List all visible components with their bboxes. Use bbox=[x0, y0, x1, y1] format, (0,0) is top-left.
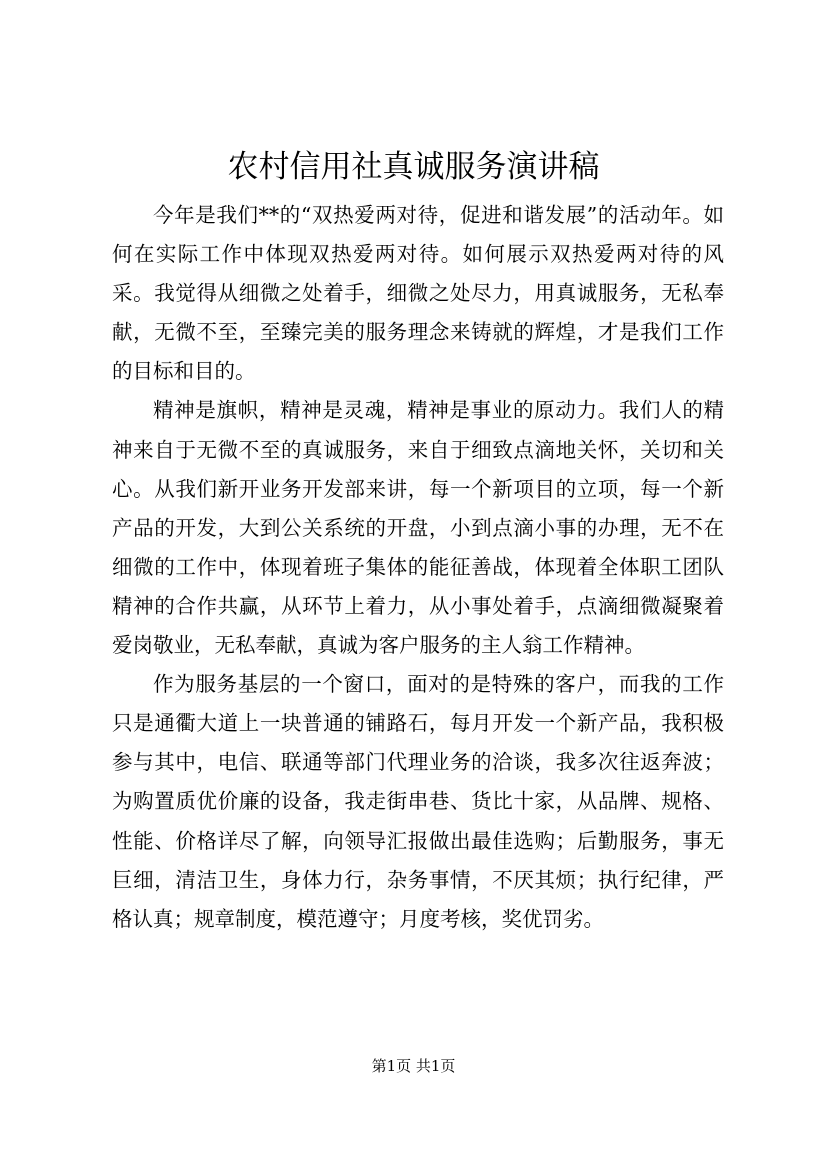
paragraph: 精神是旗帜，精神是灵魂，精神是事业的原动力。我们人的精神来自于无微不至的真诚服务，来自于细致点滴地关怀，关切和关心。从我们新开业务开发部来讲，每一个新项目的立项，每一个新产品的开发，大到公关系统的开盘，小到点滴小事的办理，无不在细微的工作中，体现着班子集体的能征善战，体现着全体职工团队精神的合作共赢，从环节上着力，从小事处着手，点滴细微凝聚着爱岗敬业，无私奉献，真诚为客户服务的主人翁工作精神。 bbox=[112, 398, 724, 658]
document-title: 农村信用社真诚服务演讲稿 bbox=[227, 149, 600, 185]
paragraph: 作为服务基层的一个窗口，面对的是特殊的客户，而我的工作只是通衢大道上一块普通的铺路石，每月开发一个新产品，我积极参与其中，电信、联通等部门代理业务的洽谈，我多次往返奔波；为购置质优价廉的设备，我走街串巷、货比十家，从品牌、规格、性能、价格详尽了解，向领导汇报做出最佳选购；后勤服务，事无巨细，清洁卫生，身体力行，杂务事情，不厌其烦；执行纪律，严格认真；规章制度，模范遵守；月度考核，奖优罚劣。 bbox=[112, 672, 724, 931]
document-body bbox=[112, 196, 724, 939]
page-footer: 第1页 共1页 bbox=[371, 1057, 456, 1075]
paragraph: 今年是我们**的“双热爱两对待，促进和谐发展”的活动年。如何在实际工作中体现双热爱两对待。如何展示双热爱两对待的风采。我觉得从细微之处着手，细微之处尽力，用真诚服务，无私奉献，无微不至，至臻完美的服务理念来铸就的辉煌，才是我们工作的目标和目的。 bbox=[112, 203, 724, 384]
